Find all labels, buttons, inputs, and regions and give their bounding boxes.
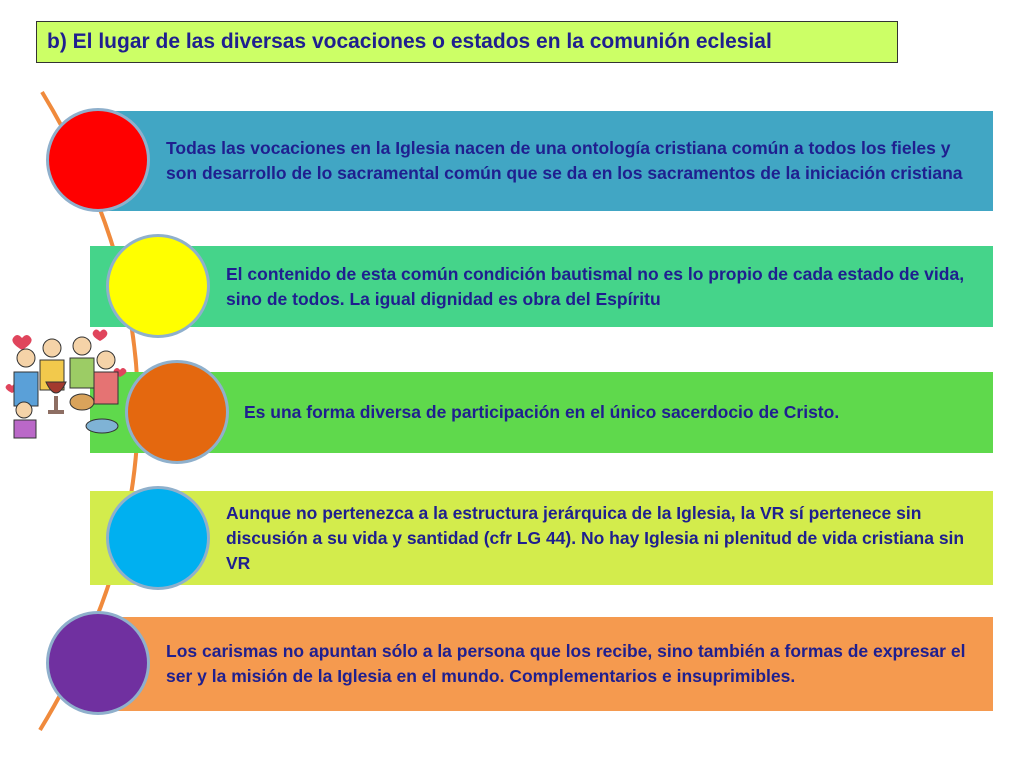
basin-icon: [86, 419, 118, 433]
people-chalice-clipart: [2, 324, 130, 440]
item-text-5: Los carismas no apuntan sólo a la persona que los recibe, sino también a formas de expresar el ser y la misión de la Iglesia en el mundo. Complementarios e insuprimibles.: [166, 641, 966, 686]
heart-icon: [12, 335, 31, 350]
chalice-icon: [46, 382, 66, 414]
item-circle-1: [46, 108, 150, 212]
item-text-1: Todas las vocaciones en la Iglesia nacen de una ontología cristiana común a todos los fieles y son desarrollo de lo sacramental común que se da en los sacramentos de la iniciación cristiana: [166, 138, 963, 183]
bread-icon: [70, 394, 94, 410]
item-text-4: Aunque no pertenezca a la estructura jerárquica de la Iglesia, la VR sí pertenece sin discusión a su vida y santidad (cfr LG 44). No hay Iglesia ni plenitud de vida cristiana sin VR: [226, 502, 965, 573]
list-item-5: [90, 617, 993, 711]
list-item-1: [90, 111, 993, 211]
item-circle-4: [106, 486, 210, 590]
slide-title: b) El lugar de las diversas vocaciones o estados en la comunión eclesial: [47, 30, 772, 53]
person-figure: [14, 402, 36, 438]
list-item-2: [90, 246, 993, 327]
person-figure: [70, 337, 94, 388]
item-circle-2: [106, 234, 210, 338]
item-circle-5: [46, 611, 150, 715]
item-text-3: Es una forma diversa de participación en el único sacerdocio de Cristo.: [244, 402, 840, 422]
person-figure: [94, 351, 118, 404]
item-text-2: El contenido de esta común condición bautismal no es lo propio de cada estado de vida, sino de todos. La igual dignidad es obra del Espíritu: [226, 263, 965, 309]
item-circle-3: [125, 360, 229, 464]
list-item-4: [90, 491, 993, 585]
heart-icon: [93, 330, 108, 342]
person-figure: [14, 349, 38, 406]
